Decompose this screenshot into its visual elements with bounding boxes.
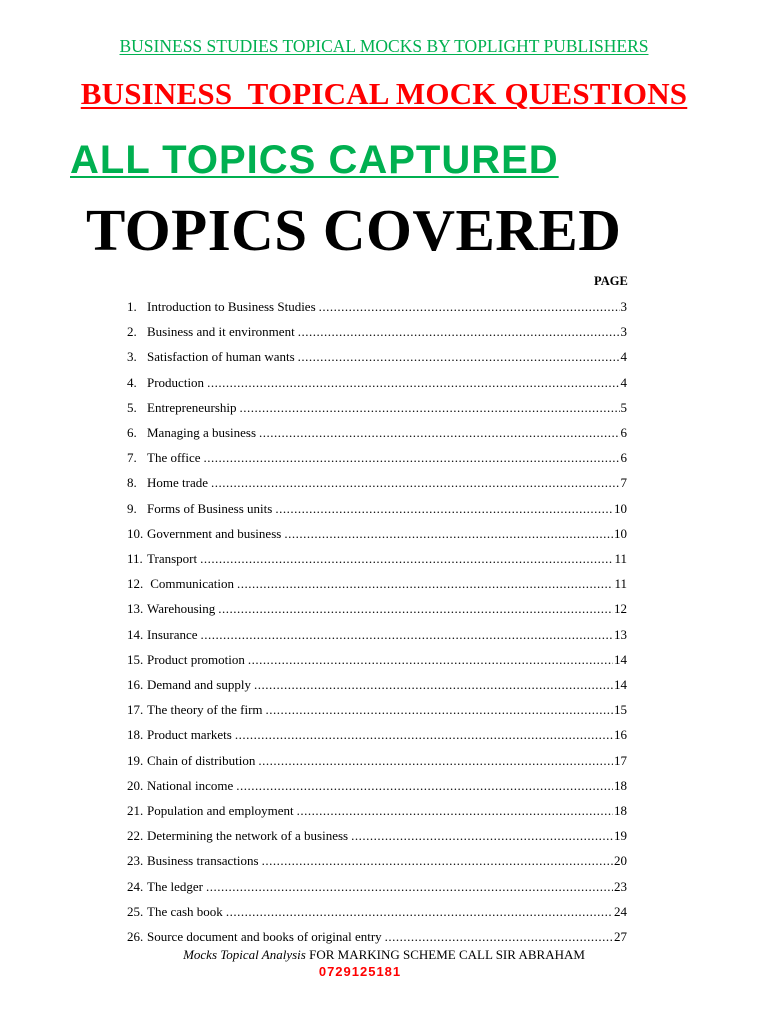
toc-entry: [127, 902, 627, 922]
toc-entry-title: The cash book: [147, 903, 223, 919]
toc-leader-dots: [207, 373, 619, 393]
toc-entry: [127, 826, 627, 846]
toc-entry: [127, 801, 627, 821]
toc-entry-page: 20: [614, 853, 627, 869]
toc-leader-dots: [237, 574, 613, 594]
main-title-text: BUSINESS TOPICAL MOCK QUESTIONS: [80, 76, 688, 111]
toc-entry: [127, 549, 627, 569]
toc-entry-title: Product markets: [147, 727, 232, 743]
toc-entry-number: 8.: [127, 475, 137, 491]
toc-entry-title: The ledger: [147, 878, 203, 894]
toc-leader-dots: [284, 524, 613, 544]
toc-entry-page: 6: [620, 450, 627, 466]
toc-entry: [127, 877, 627, 897]
toc-entry-title: The office: [147, 450, 201, 466]
toc-entry-number: 9.: [127, 500, 137, 516]
toc-entry: [127, 473, 627, 493]
toc-entry-number: 26.: [127, 929, 144, 944]
toc-entry-title: Insurance: [147, 626, 198, 642]
toc-entry-number: 21.: [127, 803, 144, 818]
toc-entry-number: 5.: [127, 399, 137, 415]
toc-entry-number: 17.: [127, 702, 144, 718]
toc-entry-number: 13.: [127, 601, 144, 617]
toc-entry-number: 22.: [127, 828, 144, 844]
toc-entry-number: 23.: [127, 853, 144, 869]
toc-leader-dots: [240, 398, 620, 418]
toc-entry: [127, 574, 627, 594]
toc-leader-dots: [211, 473, 619, 493]
toc-entry: [127, 751, 627, 771]
toc-leader-dots: [200, 549, 613, 569]
toc-entry-page: 12: [614, 601, 627, 617]
toc-leader-dots: [235, 725, 613, 745]
toc-entry-number: 18.: [127, 727, 144, 743]
toc-entry: [127, 700, 627, 720]
toc-entry-page: 14: [614, 677, 627, 692]
footer-phone: 0729125181: [318, 964, 402, 979]
toc-entry-title: Government and business: [147, 525, 282, 541]
toc-leader-dots: [319, 297, 620, 317]
toc-entry-page: 15: [614, 702, 627, 718]
toc-leader-dots: [204, 448, 620, 468]
toc-leader-dots: [259, 423, 619, 443]
toc-entry-number: 16.: [127, 677, 144, 692]
toc-leader-dots: [298, 347, 620, 367]
toc-entry-page: 3: [620, 299, 627, 314]
toc-entry-number: 1.: [127, 299, 137, 314]
toc-entry-page: 6: [620, 425, 627, 440]
toc-entry-title: The theory of the firm: [147, 702, 263, 718]
toc-entry-title: Forms of Business units: [147, 500, 273, 516]
toc-entry-number: 7.: [127, 450, 137, 466]
toc-entry-title: Determining the network of a business: [147, 828, 349, 844]
toc-entry-page: 7: [620, 475, 627, 491]
toc-entry-page: 3: [620, 324, 627, 340]
toc-entry: [127, 373, 627, 393]
toc-entry-page: 11: [614, 576, 627, 592]
toc-entry: [127, 650, 627, 670]
toc-entry: [127, 725, 627, 745]
toc-entry-page: 19: [614, 828, 627, 844]
toc-leader-dots: [385, 927, 613, 947]
toc-entry-number: 24.: [127, 878, 144, 894]
toc-entry-number: 19.: [127, 752, 144, 768]
toc-leader-dots: [258, 751, 613, 771]
toc-entry-number: 20.: [127, 777, 144, 793]
toc-entry-title: National income: [147, 777, 234, 793]
toc-entry: [127, 625, 627, 645]
toc-leader-dots: [262, 851, 613, 871]
toc-entry-number: 12.: [127, 576, 144, 592]
toc-entry-number: 25.: [127, 903, 144, 919]
topics-heading: TOPICS COVERED: [86, 197, 622, 263]
toc-leader-dots: [298, 322, 620, 342]
toc-entry-page: 17: [614, 752, 627, 768]
toc-entry-page: 27: [614, 929, 627, 944]
toc-entry-number: 4.: [127, 374, 137, 390]
toc-entry-page: 14: [614, 651, 627, 667]
toc-entry: [127, 776, 627, 796]
toc-entry-page: 4: [620, 349, 627, 365]
toc-leader-dots: [297, 801, 613, 821]
subtitle-text: ALL TOPICS CAPTURED: [70, 138, 559, 182]
toc-entry-title: Product promotion: [147, 651, 245, 667]
toc-entry: [127, 599, 627, 619]
toc-leader-dots: [351, 826, 613, 846]
toc-entry-number: 15.: [127, 651, 144, 667]
toc-entry: [127, 322, 627, 342]
toc-leader-dots: [236, 776, 613, 796]
subtitle: [70, 138, 559, 183]
toc-leader-dots: [206, 877, 613, 897]
toc-entry: [127, 347, 627, 367]
toc-leader-dots: [201, 625, 613, 645]
toc-entry-title: Satisfaction of human wants: [147, 349, 295, 365]
toc-entry-page: 24: [614, 903, 627, 919]
toc-entry-title: Warehousing: [147, 601, 216, 617]
toc-entry: [127, 675, 627, 695]
main-title: [0, 76, 768, 112]
footer-text: FOR MARKING SCHEME CALL SIR ABRAHAM: [305, 947, 585, 962]
toc-leader-dots: [254, 675, 613, 695]
toc-entry-page: 4: [620, 374, 627, 390]
toc-entry-page: 11: [614, 551, 627, 566]
toc-entry-title: Business transactions: [147, 853, 259, 869]
toc-entry: [127, 499, 627, 519]
toc-entry-page: 18: [614, 777, 627, 793]
toc-entry-page: 18: [614, 803, 627, 818]
toc-entry-page: 10: [614, 500, 627, 516]
toc-entry-title: Population and employment: [147, 803, 294, 818]
toc-entry-number: 6.: [127, 425, 137, 440]
toc-entry: [127, 448, 627, 468]
toc-entry-title: Communication: [147, 576, 235, 592]
page-column-label: PAGE: [594, 274, 628, 288]
toc-leader-dots: [266, 700, 613, 720]
toc-entry-number: 10.: [127, 525, 144, 541]
toc-entry-title: Source document and books of original entry: [147, 929, 382, 944]
toc-entry-title: Entrepreneurship: [147, 399, 237, 415]
toc-entry: [127, 524, 627, 544]
toc-leader-dots: [226, 902, 613, 922]
toc-entry-title: Chain of distribution: [147, 752, 256, 768]
toc-entry-page: 23: [614, 878, 627, 894]
toc-entry-title: Managing a business: [147, 425, 257, 440]
toc-entry-title: Demand and supply: [147, 677, 251, 692]
toc-leader-dots: [218, 599, 613, 619]
toc-entry: [127, 398, 627, 418]
top-banner: [0, 36, 768, 57]
top-banner-text: BUSINESS STUDIES TOPICAL MOCKS BY TOPLIGHT PUBLISHERS: [119, 36, 649, 56]
footer: [0, 947, 768, 963]
toc-entry: [127, 851, 627, 871]
toc-entry-number: 11.: [127, 551, 143, 566]
toc-entry: [127, 927, 627, 947]
toc-entry-title: Home trade: [147, 475, 209, 491]
toc-entry: [127, 423, 627, 443]
toc-entry-title: Production: [147, 374, 205, 390]
toc-entry-number: 2.: [127, 324, 137, 340]
toc-leader-dots: [275, 499, 613, 519]
footer-italic: Mocks Topical Analysis: [183, 947, 306, 962]
toc-leader-dots: [248, 650, 613, 670]
toc-entry-number: 3.: [127, 349, 137, 365]
toc-entry: [127, 297, 627, 317]
toc-entry-title: Introduction to Business Studies: [147, 299, 316, 314]
toc-entry-title: Business and it environment: [147, 324, 295, 340]
toc-entry-page: 13: [614, 626, 627, 642]
toc-entry-page: 10: [614, 525, 627, 541]
toc-entry-title: Transport: [147, 551, 198, 566]
toc-entry-page: 5: [620, 399, 627, 415]
toc-entry-page: 16: [614, 727, 627, 743]
toc-entry-number: 14.: [127, 626, 144, 642]
